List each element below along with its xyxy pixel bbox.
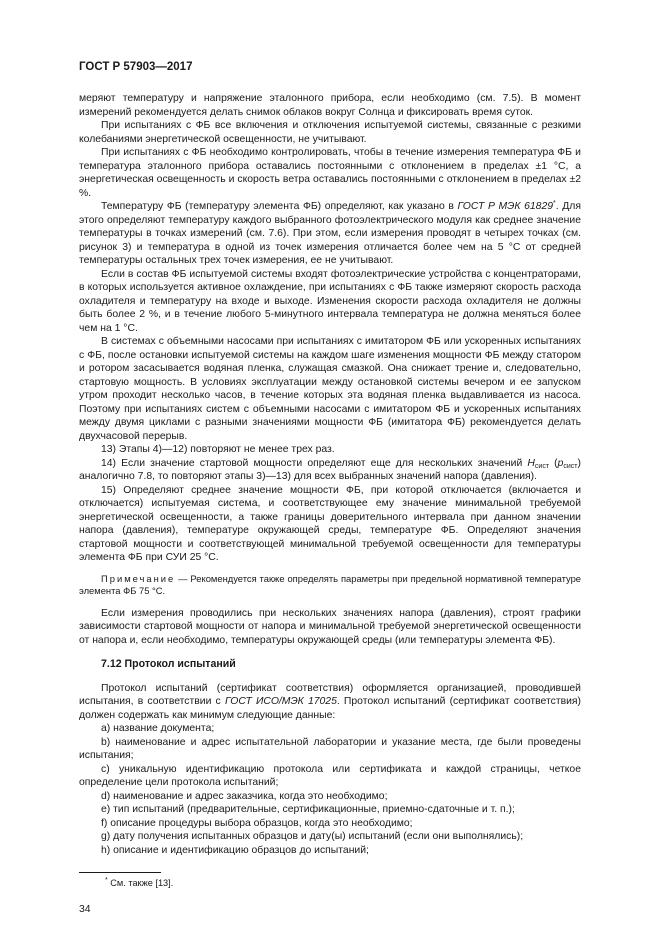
list-item: e) тип испытаний (предварительные, сертификационные, приемно-сдаточные и т. п.); (101, 804, 515, 815)
note (79, 573, 581, 597)
standard-reference: ГОСТ Р МЭК 61829 (457, 201, 554, 212)
subscript: сист (534, 462, 550, 470)
paragraph-text: 14) Если значение стартовой мощности определяют еще для нескольких значений (101, 457, 528, 469)
note-label: Примечание (101, 572, 176, 584)
list-item: g) дату получения испытанных образцов и дату(ы) испытаний (если они выполнялись); (101, 831, 524, 842)
list-item: d) наименование и адрес заказчика, когда это необходимо; (101, 790, 388, 802)
footnote (105, 877, 173, 889)
section-title: 7.12 Протокол испытаний (101, 658, 236, 670)
paragraph-text: Протокол испытаний (сертификат соответствия) оформляется организацией, проводившей испытания, в соответствии с (79, 682, 581, 707)
section-intro (79, 682, 581, 723)
standard-reference: ГОСТ ИСО/МЭК 17025 (224, 696, 337, 707)
page-number: 34 (79, 904, 91, 915)
paragraph-text: . Для этого определяют температуру каждого выбранного фотоэлектрического модуля как среднее значение температуры в точках измерений (см. 7.6). При этом, если измерения проводят в четырех точках (см. рисунок 3) и температура в одной из точек измерения отличается более чем на 5 °С от средней температуры остальных трех точек измерения, ее не учитывают. (79, 201, 581, 266)
step-15: 15) Определяют среднее значение мощности ФБ, при которой отключается (включается и отключается) испытуемая система, и соответствующее ему значение минимальной требуемой энергетической освещенности, а также границы доверительного интервала при данном значении напора (давления), температуре окружающей среды, температуре ФБ. Определяют значения стартовой мощности и соответствующей минимальной требуемой освещенности для температуры элемента ФБ при СУИ 25 °С. (79, 484, 581, 563)
note-text: — Рекомендуется также определять параметры при предельной нормативной температуре элемента ФБ 75 °С. (79, 572, 581, 596)
symbol-p: p (557, 457, 564, 469)
symbol-h: H (527, 457, 535, 469)
paragraph-text: . Протокол испытаний (сертификат соответствия) должен содержать как минимум следующие данные: (79, 696, 581, 721)
paragraph-continued: меряют температуру и напряжение эталонного прибора, если необходимо (см. 7.5). В момент измерений рекомендуется делать снимок облаков вокруг Солнца и фиксировать время суток. (79, 93, 581, 118)
list-item: f) описание процедуры выбора образцов, когда это необходимо; (101, 817, 413, 829)
step-13: 13) Этапы 4)—12) повторяют не менее трех раз. (101, 444, 335, 455)
paragraph-temperature (79, 200, 581, 268)
page-header-standard: ГОСТ Р 57903—2017 (79, 61, 193, 73)
paragraph-text: ) аналогично 7.8, то повторяют этапы 3)—13) для всех выбранных значений напора (давления). (79, 457, 581, 482)
footnote-marker: * (553, 200, 556, 207)
document-body (79, 92, 581, 857)
footnote-divider (79, 872, 161, 873)
paragraph-text: ( (549, 457, 558, 469)
footnote-text: См. также [13]. (107, 878, 174, 888)
paragraph: При испытаниях с ФБ все включения и отключения испытуемой системы, связанные с резкими колебаниями энергетической освещенности, не учитывают. (79, 120, 581, 145)
list-item: c) уникальную идентификацию протокола или сертификата и каждой страницы, четкое определение цели протокола испытаний; (79, 763, 581, 788)
subscript: сист (563, 462, 578, 470)
list-item: b) наименование и адрес испытательной лаборатории и указание места, где были проведены испытания; (79, 736, 581, 761)
footnote-marker: * (105, 877, 108, 884)
paragraph: В системах с объемными насосами при испытаниях с имитатором ФБ или ускоренных испытаниях с ФБ, после остановки испытуемой системы на каждом шаге изменения мощности ФБ между статором и ротором засасывается водяная пленка, служащая смазкой. Она снижает трение и, следовательно, стартовую мощность. В условиях эксплуатации между остановкой системы вечером и ее запуском утром проходит несколько часов, в течение которых эта водяная пленка выдавливается из насоса. Поэтому при испытаниях систем с объемными насосами с имитатором ФБ и ускоренных испытаниях между двумя циклами с разными значениями мощности ФБ (имитатора ФБ) рекомендуется делать двухчасовой перерыв. (79, 336, 581, 442)
paragraph: При испытаниях с ФБ необходимо контролировать, чтобы в течение измерения температура ФБ и температура эталонного прибора оставались постоянными с отклонением в пределах ±1 °С, а энергетическая освещенность и скорость ветра оставались постоянными с отклонением в пределах ±2 %. (79, 147, 581, 199)
paragraph-text: Температуру ФБ (температуру элемента ФБ) определяют, как указано в (101, 201, 458, 212)
list-item: a) название документа; (101, 723, 215, 734)
step-14 (79, 457, 581, 484)
paragraph: Если измерения проводились при нескольких значениях напора (давления), строят графики зависимости стартовой мощности от напора и минимальной требуемой энергетической освещенности от напора и, если необходимо, температуры окружающей среды (или температуры элемента ФБ). (79, 607, 581, 646)
paragraph: Если в состав ФБ испытуемой системы входят фотоэлектрические устройства с концентраторами, в которых используется активное охлаждение, при испытаниях с ФБ также измеряют скорость расхода охладителя и температуру на входе и выходе. Изменения скорости расхода охладителя не должны быть более 2 %, и в течение любого 5-минутного интервала температура не должна меняться более чем на 1 °С. (79, 268, 581, 334)
list-item: h) описание и идентификацию образцов до испытаний; (101, 844, 369, 856)
